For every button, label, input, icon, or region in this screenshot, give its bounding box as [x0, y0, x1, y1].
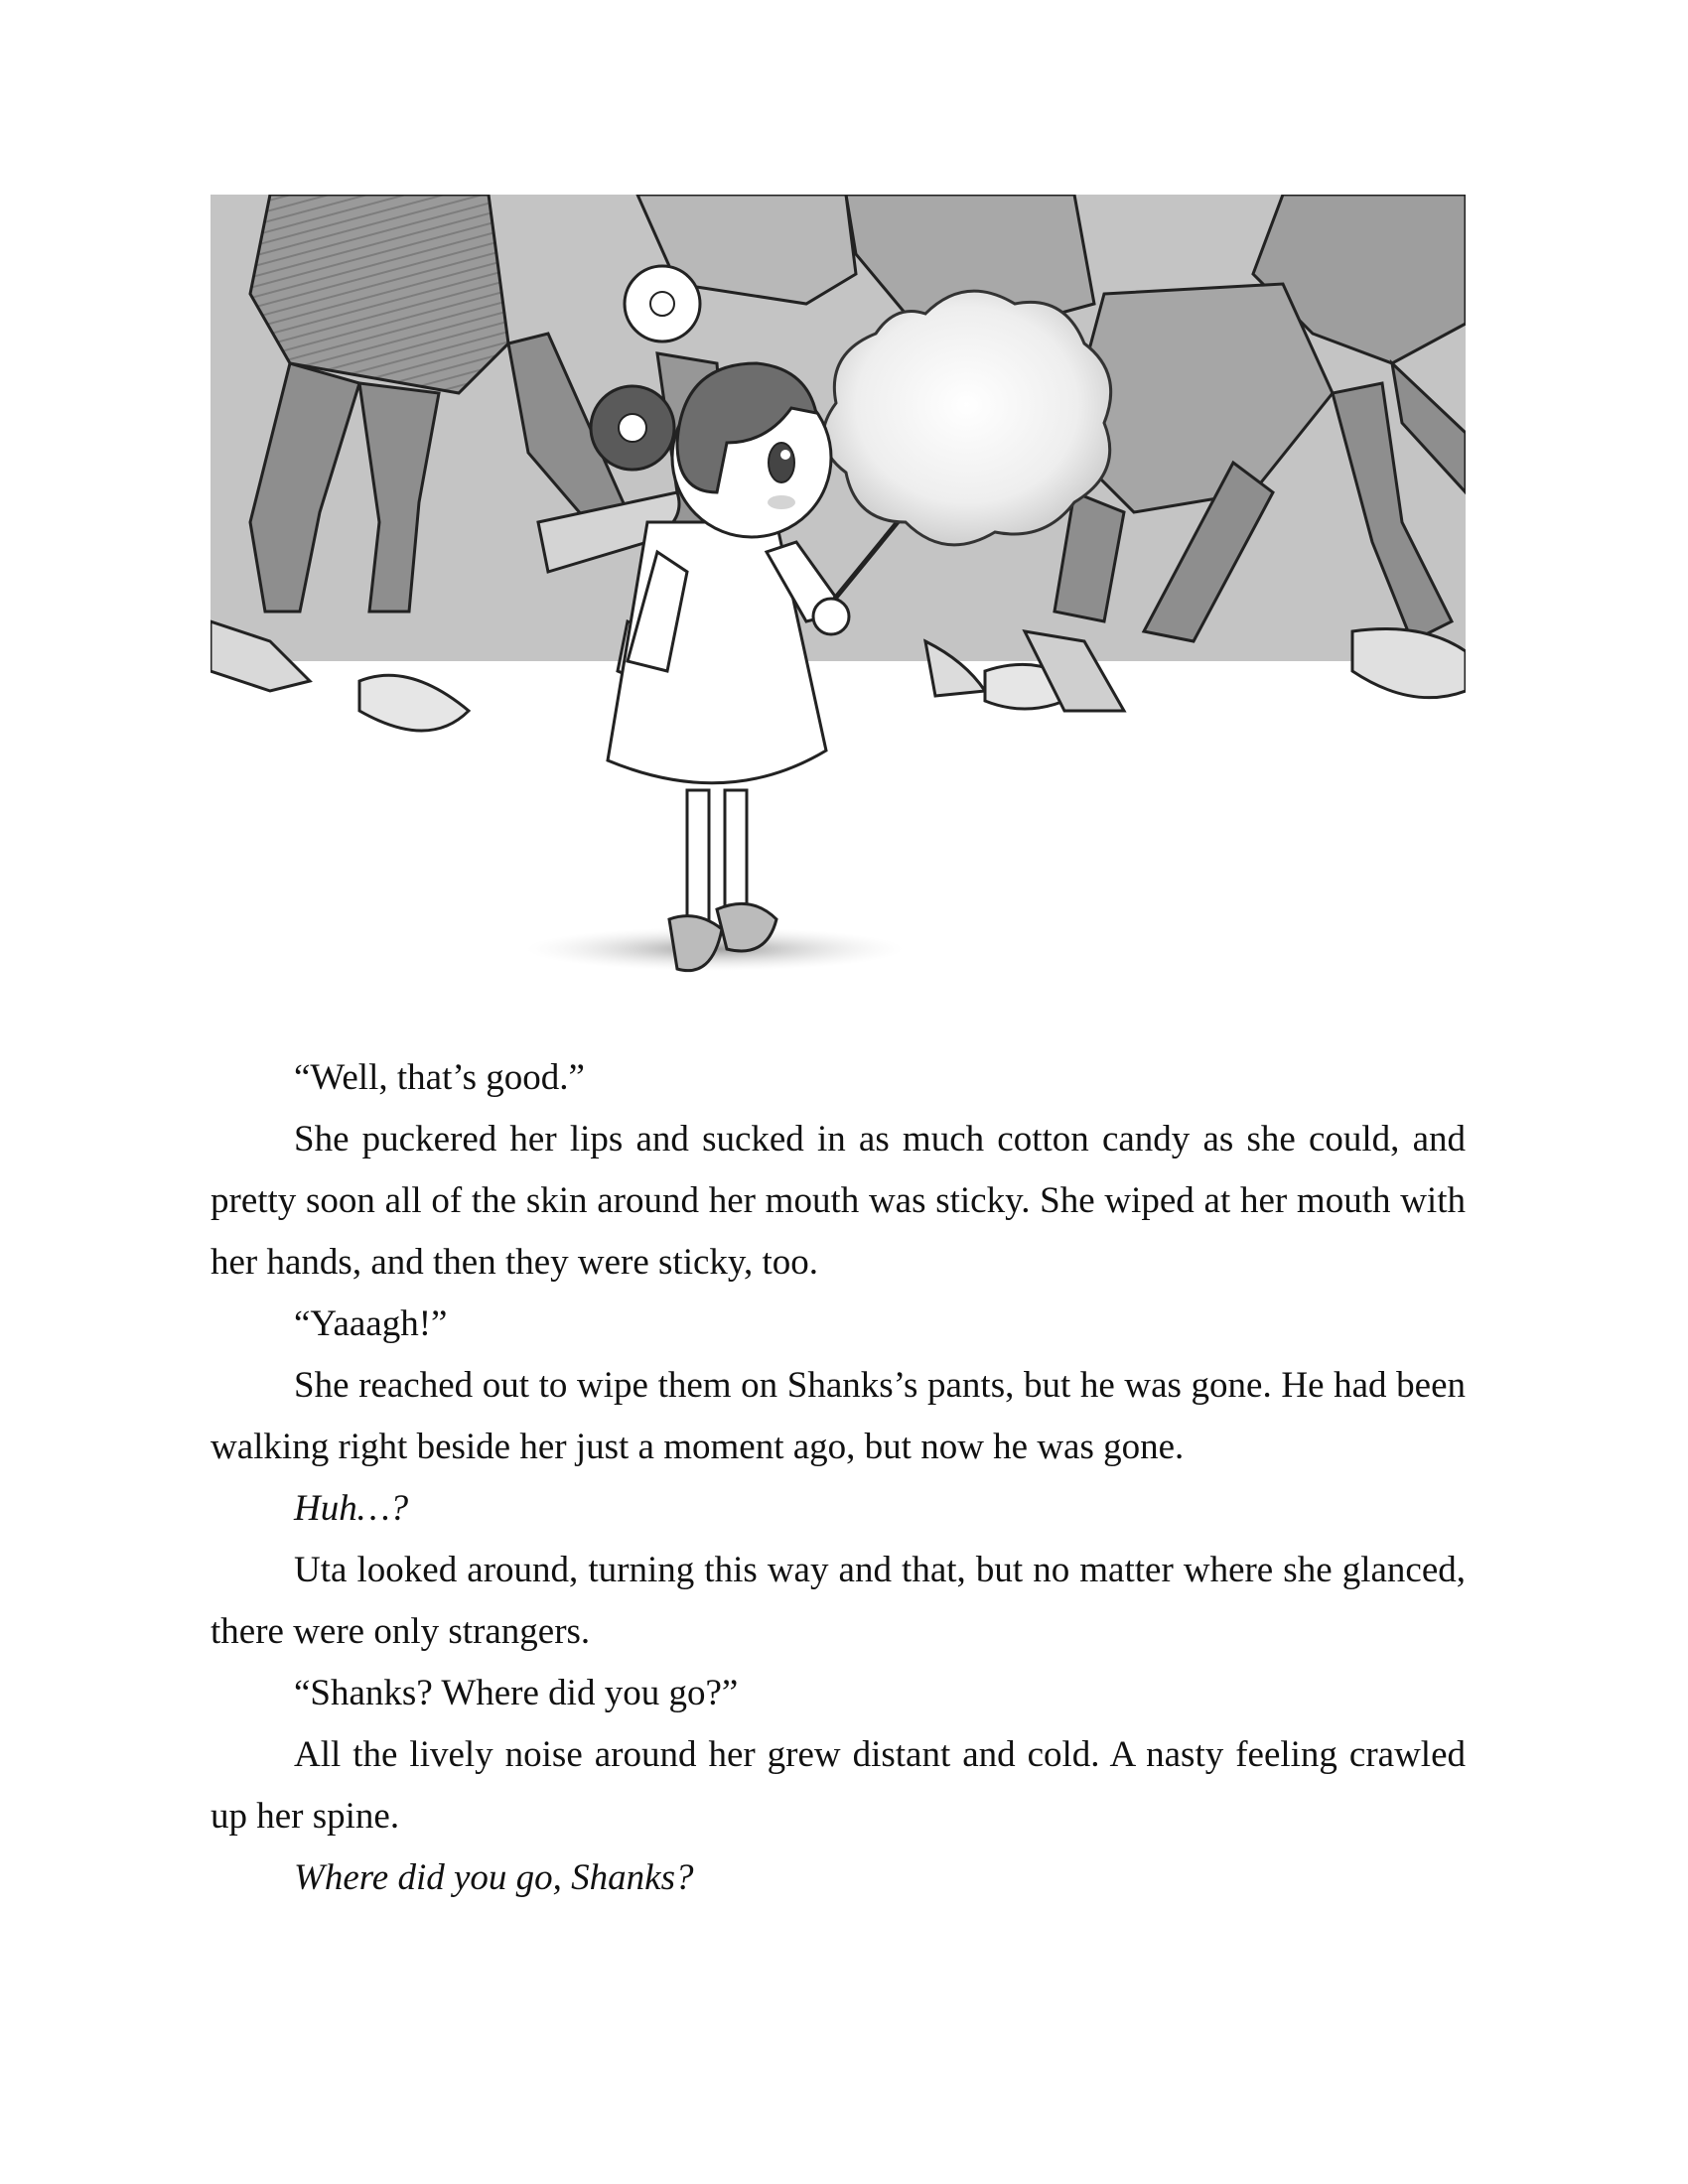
paragraph: She puckered her lips and sucked in as much cotton candy as she could, and pretty soon all of the skin around her mouth was sticky. She wiped at her mouth with her hands, and then they were sticky, too.	[211, 1119, 1466, 1283]
paragraph: She reached out to wipe them on Shanks’s pants, but he was gone. He had been walking right beside her just a moment ago, but now he was gone.	[211, 1365, 1466, 1467]
paragraph: “Well, that’s good.”	[294, 1057, 585, 1098]
paragraph: “Yaaagh!”	[294, 1303, 448, 1344]
paragraph-italic: Huh…?	[294, 1488, 409, 1529]
story-text	[211, 1047, 1466, 1909]
paragraph-italic: Where did you go, Shanks?	[294, 1857, 694, 1898]
chapter-illustration	[211, 195, 1466, 989]
paragraph: “Shanks? Where did you go?”	[294, 1673, 739, 1713]
paragraph: All the lively noise around her grew distant and cold. A nasty feeling crawled up her spine.	[211, 1734, 1466, 1837]
paragraph: Uta looked around, turning this way and that, but no matter where she glanced, there were only strangers.	[211, 1550, 1466, 1652]
girl-with-cotton-candy-illustration	[211, 195, 1466, 989]
